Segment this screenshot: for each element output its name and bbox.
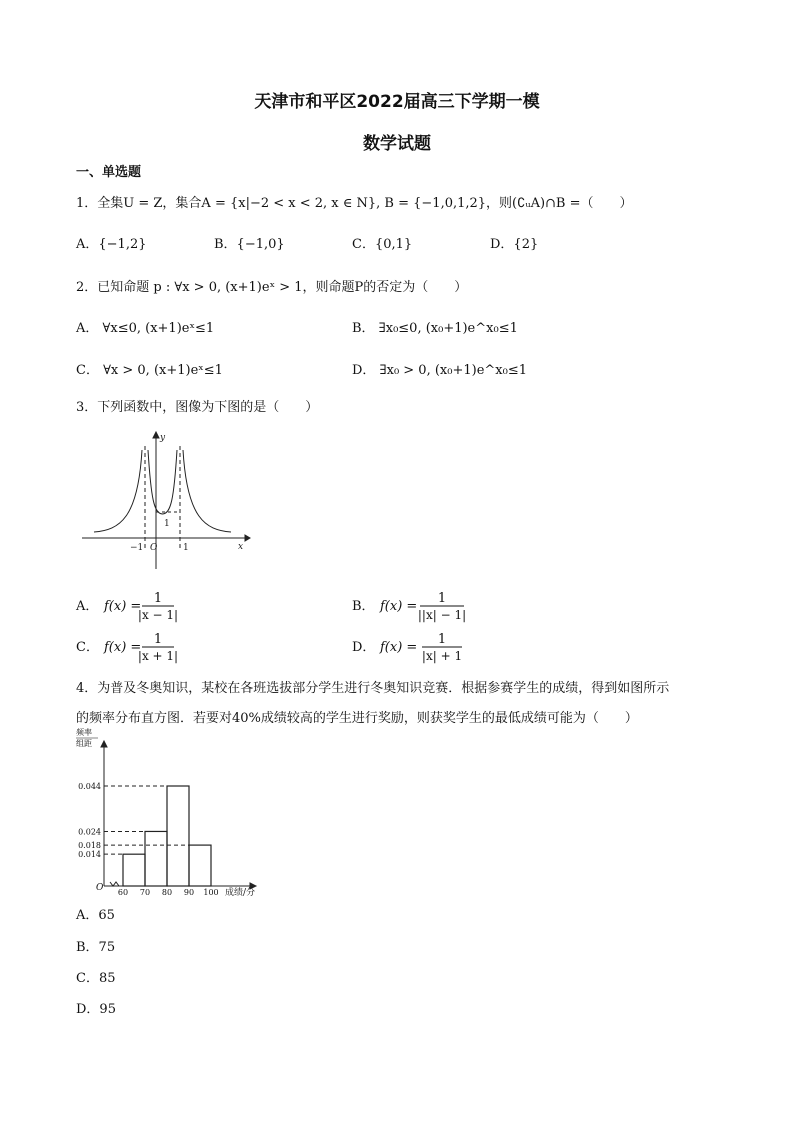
graph-curve-middle xyxy=(148,450,177,514)
histo-ylabel-top: 频率 xyxy=(76,728,92,737)
histo-ylabel-bottom: 组距 xyxy=(76,739,92,748)
graph-x-label: x xyxy=(238,542,244,552)
svg-text:1: 1 xyxy=(437,591,447,606)
function-graph xyxy=(80,428,252,570)
graph-neg1-label: −1 xyxy=(130,543,144,553)
page-title: 天津市和平区2022届高三下学期一模 xyxy=(254,92,540,112)
q4-option-a[interactable]: A．65 xyxy=(76,908,115,923)
histo-bar-80-90 xyxy=(167,786,189,886)
histo-bar-90-100 xyxy=(189,845,211,886)
q3-option-a[interactable] xyxy=(75,591,178,622)
q3-options xyxy=(70,585,530,675)
q1-option-c[interactable]: C．{0,1} xyxy=(352,237,413,252)
question-4-stem-line2: 的频率分布直方图．若要对40%成绩较高的学生进行奖励，则获奖学生的最低成绩可能为（ ） xyxy=(76,711,638,726)
question-3-stem: 3．下列函数中，图像为下图的是（ ） xyxy=(76,400,319,415)
svg-text:D．: D． xyxy=(352,640,376,655)
histo-ytick-label: 0.024 xyxy=(78,827,101,837)
svg-text:|x + 1|: |x + 1| xyxy=(137,649,179,663)
histo-ytick-label: 0.018 xyxy=(78,841,101,851)
question-1-stem: 1．全集U = Z，集合A = {x|−2 < x < 2, x ∈ N}, B = {−1,0,1,2}，则(∁ᵤA)∩B =（ ） xyxy=(76,196,633,211)
graph-one-y-label: 1 xyxy=(164,519,170,529)
svg-text:||x| − 1|: ||x| − 1| xyxy=(417,608,467,622)
histo-xtick-label: 60 xyxy=(117,888,129,897)
histo-ytick-label: 0.044 xyxy=(78,782,101,791)
page-subtitle: 数学试题 xyxy=(363,134,431,154)
graph-x-arrow xyxy=(245,535,250,541)
q4-option-b[interactable]: B．75 xyxy=(76,940,116,955)
graph-one-x-label: 1 xyxy=(183,543,189,553)
histo-y-arrow xyxy=(101,741,107,747)
q2-option-b[interactable]: B． ∃x₀≤0, (x₀+1)e^x₀≤1 xyxy=(352,321,518,336)
histo-xtick-label: 70 xyxy=(139,888,151,897)
histo-xtick-label: 80 xyxy=(161,888,173,897)
question-4-stem-line1: 4．为普及冬奥知识，某校在各班选拔部分学生进行冬奥知识竞赛．根据参赛学生的成绩，得到如图所示 xyxy=(76,681,670,696)
q4-option-c[interactable]: C．85 xyxy=(76,971,116,986)
histo-xlabel: 成绩/分 xyxy=(225,888,256,898)
histo-ytick-label: 0.014 xyxy=(78,850,101,860)
histo-xtick-label: 90 xyxy=(183,888,195,897)
svg-text:f(x) =: f(x) = xyxy=(104,599,142,614)
svg-text:1: 1 xyxy=(153,632,163,647)
q1-option-d[interactable]: D．{2} xyxy=(490,237,539,252)
graph-y-label: y xyxy=(160,433,166,443)
graph-curve-left xyxy=(94,450,142,532)
q3-option-c[interactable] xyxy=(76,632,178,663)
svg-text:|x| + 1: |x| + 1 xyxy=(421,649,463,663)
frequency-histogram xyxy=(70,728,270,900)
q4-option-d[interactable]: D．95 xyxy=(76,1002,116,1017)
q2-option-d[interactable]: D． ∃x₀ > 0, (x₀+1)e^x₀≤1 xyxy=(352,363,527,378)
svg-text:B．: B． xyxy=(352,599,375,614)
histo-bar-70-80 xyxy=(145,831,167,886)
q1-option-b[interactable]: B．{−1,0} xyxy=(214,237,285,252)
svg-text:f(x) =: f(x) = xyxy=(380,599,418,614)
svg-text:|x − 1|: |x − 1| xyxy=(137,608,179,622)
histo-xtick-label: 100 xyxy=(203,888,219,897)
q2-option-c[interactable]: C． ∀x > 0, (x+1)eˣ≤1 xyxy=(76,363,223,378)
section-heading: 一、单选题 xyxy=(76,165,142,180)
histo-bar-60-70 xyxy=(123,854,145,886)
svg-text:f(x) =: f(x) = xyxy=(380,640,418,655)
q3-option-d[interactable] xyxy=(352,632,462,663)
histo-axis-break xyxy=(110,882,119,886)
q1-option-a[interactable]: A．{−1,2} xyxy=(76,237,147,252)
svg-text:C．: C． xyxy=(76,640,99,655)
svg-text:f(x) =: f(x) = xyxy=(104,640,142,655)
question-2-stem: 2．已知命题 p : ∀x > 0, (x+1)eˣ > 1，则命题P的否定为（ ） xyxy=(76,280,468,295)
q2-option-a[interactable]: A． ∀x≤0, (x+1)eˣ≤1 xyxy=(76,321,215,336)
graph-curve-right xyxy=(183,450,231,532)
svg-text:A．: A． xyxy=(76,599,99,614)
graph-origin-label: O xyxy=(150,543,158,553)
svg-text:1: 1 xyxy=(153,591,163,606)
q3-option-b[interactable] xyxy=(352,591,466,622)
histo-origin-label: O xyxy=(96,883,104,893)
svg-text:1: 1 xyxy=(437,632,447,647)
graph-y-arrow xyxy=(153,432,159,438)
